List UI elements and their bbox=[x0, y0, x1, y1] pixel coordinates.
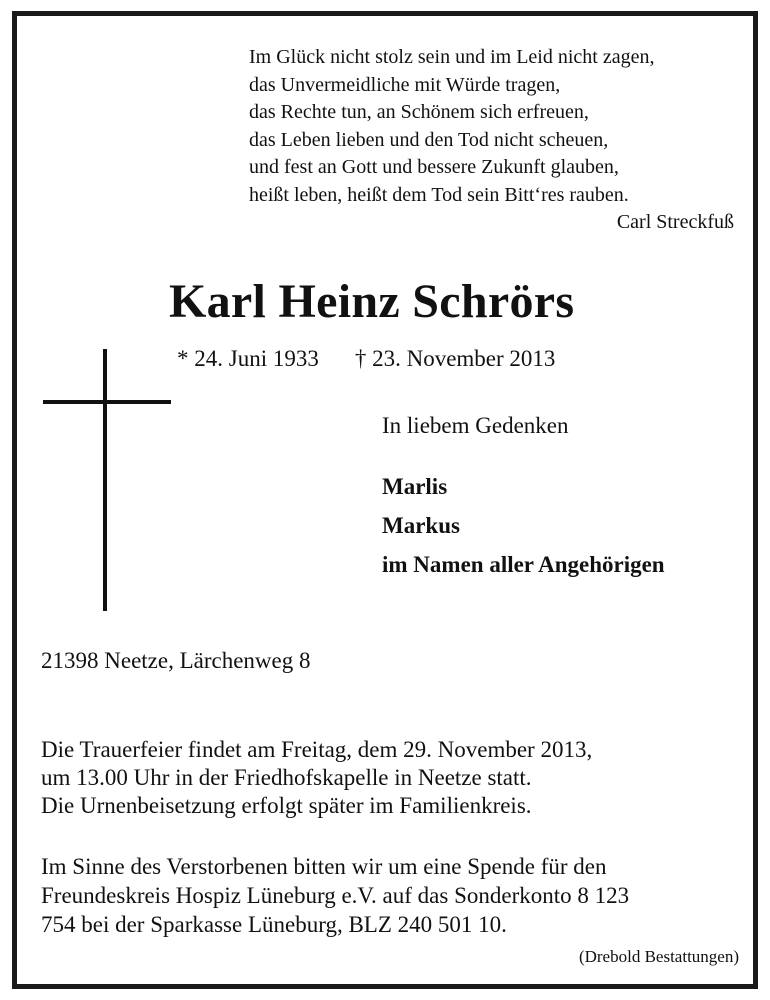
poem-line: Im Glück nicht stolz sein und im Leid nicht zagen, bbox=[249, 46, 655, 68]
obituary-frame bbox=[12, 11, 758, 989]
poem-line: und fest an Gott und bessere Zukunft glauben, bbox=[249, 156, 619, 178]
cross-icon bbox=[103, 349, 107, 611]
memory-line: In liebem Gedenken bbox=[382, 413, 569, 438]
funeral-line: Die Urnenbeisetzung erfolgt später im Familienkreis. bbox=[41, 793, 532, 818]
mourner-name: Markus bbox=[382, 513, 460, 538]
donation-line: Im Sinne des Verstorbenen bitten wir um eine Spende für den bbox=[41, 854, 607, 879]
mourner-name: Marlis bbox=[382, 474, 448, 499]
donation-line: Freundeskreis Hospiz Lüneburg e.V. auf das Sonderkonto 8 123 bbox=[41, 883, 630, 908]
birth-date: * 24. Juni 1933 bbox=[177, 346, 319, 371]
poem-author: Carl Streckfuß bbox=[616, 211, 734, 233]
poem-block bbox=[249, 44, 739, 237]
poem-line: das Rechte tun, an Schönem sich erfreuen, bbox=[249, 101, 589, 123]
donation-notice bbox=[41, 852, 629, 939]
life-dates bbox=[177, 346, 555, 372]
deceased-name: Karl Heinz Schrörs bbox=[169, 275, 575, 328]
mourners-list bbox=[382, 467, 665, 584]
poem-line: das Leben lieben und den Tod nicht scheuen, bbox=[249, 128, 609, 151]
funeral-notice bbox=[41, 736, 592, 820]
poem-line: heißt leben, heißt dem Tod sein Bitt‘res rauben. bbox=[249, 183, 629, 206]
funeral-line: Die Trauerfeier findet am Freitag, dem 29. November 2013, bbox=[41, 737, 593, 762]
undertaker-credit: (Drebold Bestattungen) bbox=[578, 947, 739, 966]
mourner-name: im Namen aller Angehörigen bbox=[382, 552, 665, 577]
death-date: † 23. November 2013 bbox=[354, 346, 556, 371]
funeral-line: um 13.00 Uhr in der Friedhofskapelle in Neetze statt. bbox=[41, 765, 532, 790]
address: 21398 Neetze, Lärchenweg 8 bbox=[41, 648, 311, 673]
donation-line: 754 bei der Sparkasse Lüneburg, BLZ 240 501 10. bbox=[41, 912, 507, 937]
poem-line: das Unvermeidliche mit Würde tragen, bbox=[249, 73, 561, 96]
cross-icon-crossbar bbox=[43, 400, 171, 404]
